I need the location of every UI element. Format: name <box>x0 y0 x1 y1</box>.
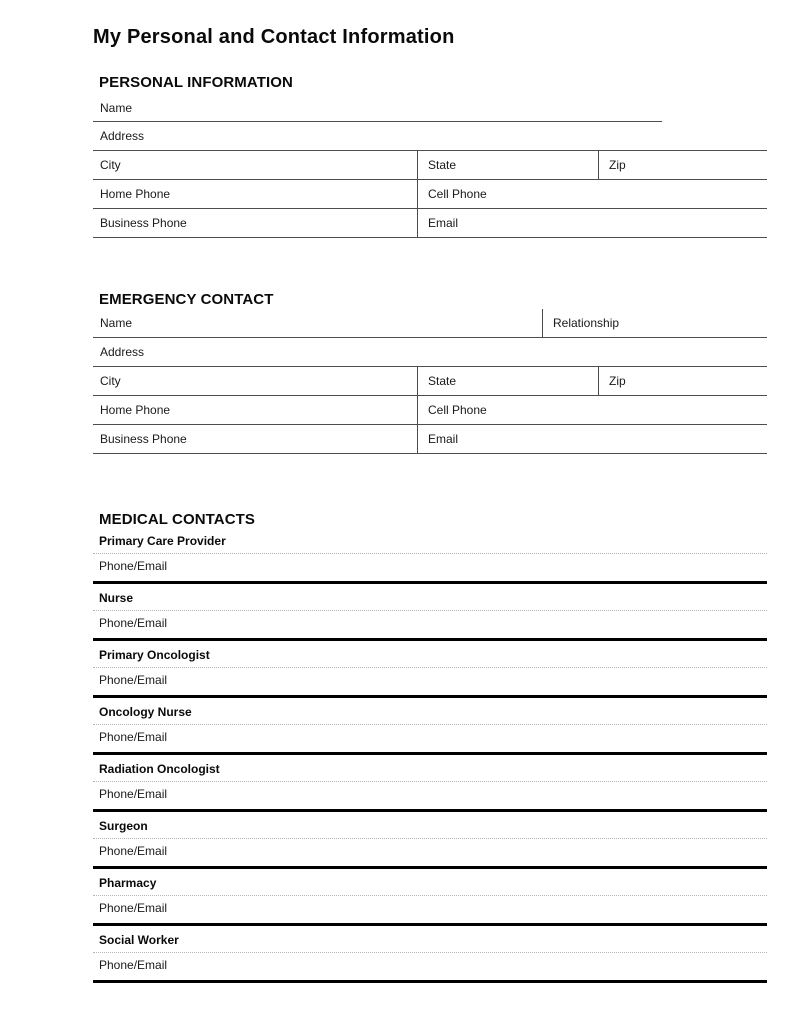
table-row <box>93 396 767 425</box>
page-title: My Personal and Contact Information <box>93 26 455 48</box>
medical-contact-entry <box>93 584 767 641</box>
cell-phone-label: Cell Phone <box>428 187 487 201</box>
city-label: City <box>100 374 121 388</box>
table-row <box>93 209 767 238</box>
field-zip <box>598 151 767 179</box>
medical-entry-phone-label: Phone/Email <box>99 844 168 858</box>
medical-contacts-heading: MEDICAL CONTACTS <box>99 511 256 528</box>
medical-entry-phone-label: Phone/Email <box>99 901 168 915</box>
emergency-contact-table <box>93 309 767 454</box>
field-city <box>93 151 417 179</box>
field-email <box>417 209 767 237</box>
medical-entry-label: Oncology Nurse <box>93 698 767 725</box>
emergency-contact-heading: EMERGENCY CONTACT <box>99 291 274 308</box>
business-phone-label: Business Phone <box>100 432 187 446</box>
medical-entry-phone-label: Phone/Email <box>99 559 168 573</box>
medical-contact-entry <box>93 641 767 698</box>
medical-contact-entry <box>93 527 767 584</box>
email-label: Email <box>428 216 459 230</box>
medical-entry-phone-label: Phone/Email <box>99 616 168 630</box>
medical-entry-phone-label: Phone/Email <box>99 673 168 687</box>
field-name <box>93 309 542 337</box>
email-label: Email <box>428 432 459 446</box>
field-cell-phone <box>417 180 767 208</box>
table-row <box>93 309 767 338</box>
personal-information-section <box>93 75 767 238</box>
medical-entry-phone-label: Phone/Email <box>99 787 168 801</box>
personal-information-heading: PERSONAL INFORMATION <box>99 74 293 91</box>
field-relationship <box>542 309 767 337</box>
medical-entry-label: Radiation Oncologist <box>93 755 767 782</box>
medical-entry-label: Surgeon <box>93 812 767 839</box>
medical-entry-label: Primary Oncologist <box>93 641 767 668</box>
table-row <box>93 151 767 180</box>
city-label: City <box>100 158 121 172</box>
field-state <box>417 151 598 179</box>
medical-entry-label: Primary Care Provider <box>93 527 767 554</box>
table-row <box>93 180 767 209</box>
table-row <box>93 93 767 122</box>
medical-entry-label: Social Worker <box>93 926 767 953</box>
medical-contact-entry <box>93 812 767 869</box>
medical-contact-entry <box>93 698 767 755</box>
relationship-label: Relationship <box>553 316 620 330</box>
table-row <box>93 122 767 151</box>
medical-entry-phone-label: Phone/Email <box>99 958 168 972</box>
state-label: State <box>428 374 457 388</box>
medical-contact-entry <box>93 926 767 983</box>
table-row <box>93 367 767 396</box>
field-cell-phone <box>417 396 767 424</box>
medical-contact-entry <box>93 755 767 812</box>
home-phone-label: Home Phone <box>100 187 171 201</box>
emergency-contact-section <box>93 292 767 454</box>
field-address <box>93 338 767 366</box>
business-phone-label: Business Phone <box>100 216 187 230</box>
address-label: Address <box>100 345 145 359</box>
field-zip <box>598 367 767 395</box>
table-row <box>93 425 767 454</box>
zip-label: Zip <box>609 158 626 172</box>
medical-entry-label: Nurse <box>93 584 767 611</box>
medical-contact-entry <box>93 869 767 926</box>
table-row <box>93 338 767 367</box>
address-label: Address <box>100 129 145 143</box>
cell-phone-label: Cell Phone <box>428 403 487 417</box>
field-business-phone <box>93 425 417 453</box>
personal-information-table <box>93 93 767 238</box>
medical-contacts-section <box>93 512 767 983</box>
name-label: Name <box>100 316 133 330</box>
field-name <box>93 93 767 122</box>
field-home-phone <box>93 180 417 208</box>
field-state <box>417 367 598 395</box>
medical-entry-label: Pharmacy <box>93 869 767 896</box>
state-label: State <box>428 158 457 172</box>
field-business-phone <box>93 209 417 237</box>
zip-label: Zip <box>609 374 626 388</box>
home-phone-label: Home Phone <box>100 403 171 417</box>
name-label: Name <box>100 100 133 115</box>
field-home-phone <box>93 396 417 424</box>
field-address <box>93 122 767 150</box>
field-city <box>93 367 417 395</box>
medical-entries <box>93 527 767 983</box>
medical-entry-phone-label: Phone/Email <box>99 730 168 744</box>
field-email <box>417 425 767 453</box>
